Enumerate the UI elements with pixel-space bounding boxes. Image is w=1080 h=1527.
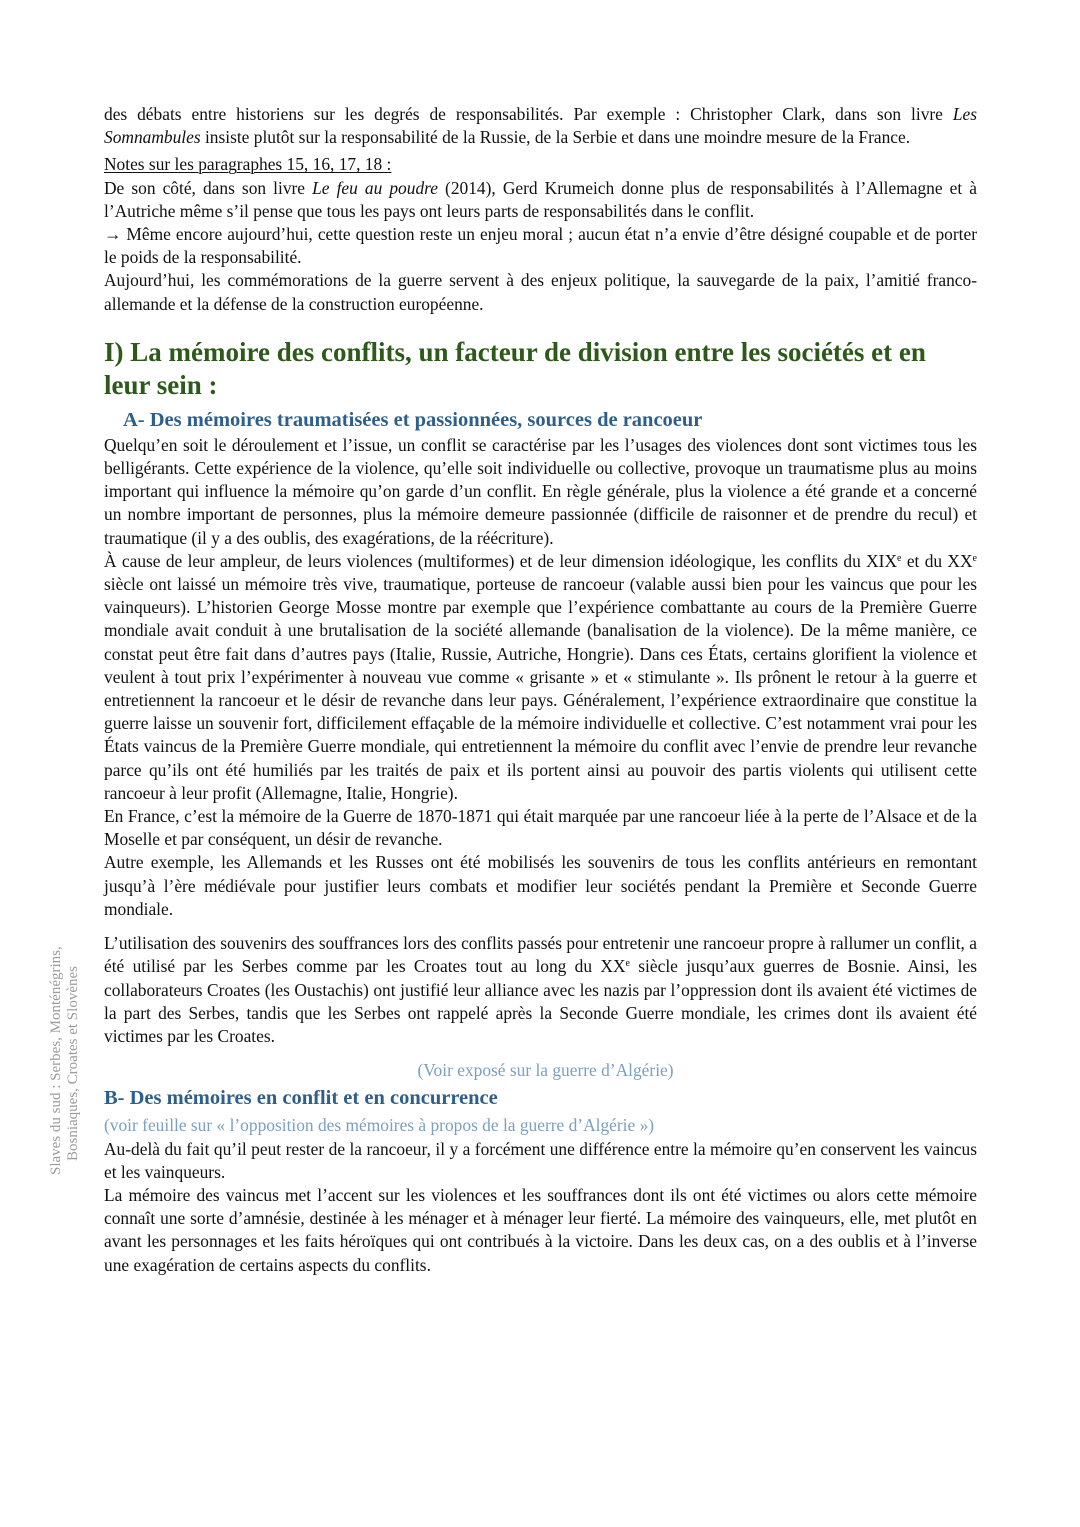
document-page — [104, 103, 977, 1277]
subsection-a-paragraph-2: À cause de leur ampleur, de leurs violences (multiformes) et de leur dimension idéologique, les conflits du XIXe et du XXe siècle ont laissé un mémoire très vive, traumatique, porteuse de rancoeur (valable aussi bien pour les vaincus que pour les vainqueurs). L’historien George Mosse montre par exemple que l’expérience combattante au cours de la Première Guerre mondiale avait conduit à une brutalisation de la société allemande (banalisation de la violence). De la même manière, ce constat peut être fait dans d’autres pays (Italie, Russie, Autriche, Hongrie). Dans ces États, certains glorifient la violence et veulent à tout prix l’expérimenter à nouveau vue comme « grisante » et « stimulante ». Ils prônent le retour à la guerre et entretiennent la rancoeur et le désir de revanche dans leur pays. Généralement, l’expérience extraordinaire que constitue la guerre laisse un souvenir fort, difficilement effaçable de la mémoire individuelle et collective. C’est notamment vrai pour les États vaincus de la Première Guerre mondiale, qui entretiennent la mémoire du conflit avec l’envie de prendre leur revanche parce qu’ils ont été humiliés par les traités de paix et ils portent ainsi au pouvoir des partis violents qui utilisent cette rancoeur à leur profit (Allemagne, Italie, Hongrie). — [104, 550, 977, 803]
margin-note — [48, 946, 82, 1175]
subsection-a-paragraph-3: En France, c’est la mémoire de la Guerre de 1870-1871 qui était marquée par une rancoeur liée à la perte de l’Alsace et de la Moselle et par conséquent, un désir de revanche. — [104, 806, 977, 850]
subsection-a-title: A- Des mémoires traumatisées et passionnées, sources de rancoeur — [123, 408, 703, 431]
section-1-title: I) La mémoire des conflits, un facteur de division entre les sociétés et en leur sein : — [104, 336, 926, 400]
intro-paragraph-1: des débats entre historiens sur les degrés de responsabilités. Par exemple : Christopher Clark, dans son livre Les Somnambules insiste plutôt sur la responsabilité de la Russie, de la Serbie et dans une moindre mesure de la France. — [104, 104, 977, 148]
book-title-somnambules: Les Somnambules — [104, 104, 977, 148]
arrow-icon: → — [104, 224, 122, 245]
notes-heading: Notes sur les paragraphes 15, 16, 17, 18 : — [104, 154, 392, 175]
see-expose-note: (Voir exposé sur la guerre d’Algérie) — [417, 1060, 674, 1081]
subsection-b-title: B- Des mémoires en conflit et en concurrence — [104, 1087, 498, 1110]
intro-paragraph-3: → Même encore aujourd’hui, cette question reste un enjeu moral ; aucun état n’a envie d’être désigné coupable et de porter le poids de la responsabilité. — [104, 224, 977, 268]
book-title-feu-au-poudre: Le feu au poudre — [312, 177, 438, 198]
subsection-a-paragraph-5: L’utilisation des souvenirs des souffrances lors des conflits passés pour entretenir une rancoeur propre à rallumer un conflit, a été utilisé par les Serbes comme par les Croates tout au long du XXe siècle jusqu’aux guerres de Bosnie. Ainsi, les collaborateurs Croates (les Oustachis) ont justifié leur alliance avec les nazis par l’oppression dont ils avaient été victimes de la part des Serbes, tandis que les Serbes ont rappelé après la Seconde Guerre mondiale, les crimes dont ils avaient été victimes par les Croates. — [104, 933, 977, 1046]
see-sheet-note: (voir feuille sur « l’opposition des mémoires à propos de la guerre d’Algérie ») — [104, 1115, 655, 1136]
subsection-a-paragraph-4: Autre exemple, les Allemands et les Russes ont été mobilisés les souvenirs de tous les conflits antérieurs en remontant jusqu’à l’ère médiévale pour justifier leurs combats et modifier leur sociétés pendant la Première et Seconde Guerre mondiale. — [104, 852, 977, 919]
intro-paragraph-2: De son côté, dans son livre Le feu au poudre (2014), Gerd Krumeich donne plus de responsabilités à l’Allemagne et à l’Autriche même s’il pense que tous les pays ont leurs parts de responsabilités dans le conflit. — [104, 177, 977, 221]
margin-note-line-1: Slaves du sud : Serbes, Monténégrins, — [48, 946, 64, 1175]
subsection-b-paragraph-2: La mémoire des vaincus met l’accent sur les violences et les souffrances dont ils ont été victimes ou alors cette mémoire connaît une sorte d’amnésie, destinée à les ménager et à ménager leur fierté. La mémoire des vainqueurs, elle, met plutôt en avant les personnages et les faits héroïques qui ont contribués à la victoire. Dans les deux cas, on a des oublis et à l’inverse une exagération de certains aspects du conflits. — [104, 1184, 977, 1275]
subsection-a-paragraph-1: Quelqu’en soit le déroulement et l’issue, un conflit se caractérise par les l’usages des violences dont sont victimes tous les belligérants. Cette expérience de la violence, qu’elle soit individuelle ou collective, provoque un traumatisme plus au moins important qui influence la mémoire qu’on garde d’un conflit. En règle générale, plus la violence a été grande et a concerné un nombre important de personnes, plus la mémoire demeure passionnée (difficile de raisonner et de prendre du recul) et traumatique (il y a des oublis, des exagérations, de la réécriture). — [104, 434, 977, 548]
margin-note-line-2: Bosniaques, Croates et Slovènes — [65, 966, 81, 1161]
intro-paragraph-4: Aujourd’hui, les commémorations de la guerre servent à des enjeux politique, la sauvegarde de la paix, l’amitié franco-allemande et la défense de la construction européenne. — [104, 270, 977, 314]
subsection-b-paragraph-1: Au-delà du fait qu’il peut rester de la rancoeur, il y a forcément une différence entre la mémoire qu’en conservent les vaincus et les vainqueurs. — [104, 1138, 977, 1182]
